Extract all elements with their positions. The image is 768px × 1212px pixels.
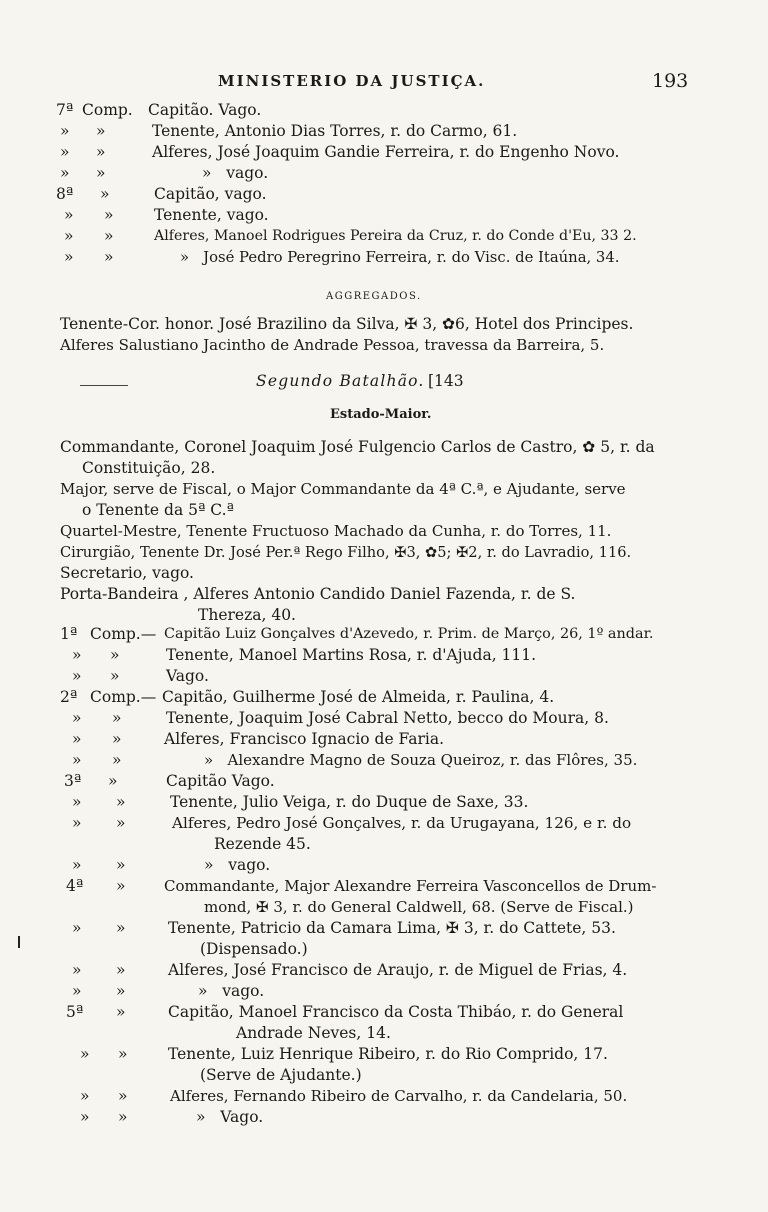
entry-text: Alferes, Pedro José Gonçalves, r. da Urugayana, 126, e r. do [172,814,632,832]
list-item [0,121,518,142]
ditto-mark: » [72,751,82,769]
list-item: Commandante, Coronel Joaquim José Fulgencio Carlos de Castro, ✿ 5, r. da [60,438,655,456]
list-item: Thereza, 40. [198,606,296,624]
ditto-mark: » [100,185,110,203]
list-item [0,205,269,226]
entry-text: (Dispensado.) [200,940,308,958]
list-item [0,624,654,645]
list-item: Tenente-Cor. honor. José Brazilino da Silva, ✠ 3, ✿6, Hotel dos Principes. [60,315,634,333]
ditto-mark: » [72,730,82,748]
entry-text: Capitão, Manoel Francisco da Costa Thibáo, r. do General [168,1003,624,1021]
ditto-mark: » [112,751,122,769]
list-item [0,687,555,708]
company-number: 5ª [66,1003,84,1021]
ditto-mark: » [110,667,120,685]
entry-text: Capitão. Vago. [148,101,262,119]
list-item [0,1086,628,1107]
ditto-mark: » [116,982,126,1000]
entry-text: » vago. [202,164,269,182]
list-item [0,142,620,163]
ditto-mark: » [116,961,126,979]
list-item [0,666,209,687]
ditto-mark: » [72,982,82,1000]
company-number: 4ª [66,877,84,895]
list-item: Constituição, 28. [82,459,216,477]
company-label: Comp.— [90,625,157,643]
ditto-mark: » [116,877,126,895]
entry-text: Tenente, Antonio Dias Torres, r. do Carmo, 61. [152,122,518,140]
section-title: Segundo Batalhão. [256,372,425,390]
entry-text: Capitão, Guilherme José de Almeida, r. Paulina, 4. [162,688,555,706]
ditto-mark: » [60,143,70,161]
list-item: Alferes Salustiano Jacintho de Andrade Pessoa, travessa da Barreira, 5. [60,336,605,354]
ditto-mark: » [64,206,74,224]
ditto-mark: » [104,248,114,266]
entry-text: Commandante, Major Alexandre Ferreira Vasconcellos de Drum- [164,877,657,895]
entry-text: Tenente, Manoel Martins Rosa, r. d'Ajuda, 111. [166,646,537,664]
list-item [0,771,275,792]
ditto-mark: » [118,1087,128,1105]
list-item [0,981,265,1002]
company-number: 3ª [64,772,82,790]
list-item [0,226,637,247]
ditto-mark: » [72,667,82,685]
ditto-mark: » [80,1108,90,1126]
ditto-mark: » [96,122,106,140]
ditto-mark: » [116,793,126,811]
ditto-mark: » [60,122,70,140]
entry-text: Alferes, Manoel Rodrigues Pereira da Cruz, r. do Conde d'Eu, 33 2. [154,228,637,244]
list-item: Quartel-Mestre, Tenente Fructuoso Machado da Cunha, r. do Torres, 11. [60,522,612,540]
list-item [0,750,638,771]
entry-text: Tenente, vago. [154,206,269,224]
entry-text: Alferes, José Francisco de Araujo, r. de Miguel de Frias, 4. [168,961,628,979]
section-number: [143 [428,372,464,390]
list-item [0,100,262,121]
company-number: 1ª [60,625,78,643]
company-label: Comp. [82,101,133,119]
entry-text: Capitão Luiz Gonçalves d'Azevedo, r. Prim. de Março, 26, 1º andar. [164,626,654,642]
entry-text: Alferes, Fernando Ribeiro de Carvalho, r. da Candelaria, 50. [170,1087,628,1105]
list-item [0,1065,362,1086]
ditto-mark: » [112,709,122,727]
list-item [0,834,311,855]
entry-text: Tenente, Patricio da Camara Lima, ✠ 3, r. do Cattete, 53. [168,919,616,937]
section-title-row [256,371,464,392]
ditto-mark: » [80,1045,90,1063]
list-item [0,855,271,876]
ditto-mark: » [104,227,114,245]
ditto-mark: » [110,646,120,664]
ditto-mark: » [112,730,122,748]
ditto-mark: » [108,772,118,790]
ditto-mark: » [118,1108,128,1126]
ditto-mark: » [80,1087,90,1105]
list-item [0,184,267,205]
list-item: Major, serve de Fiscal, o Major Commandante da 4ª C.ª, e Ajudante, serve [60,480,626,498]
entry-text: Vago. [166,667,209,685]
entry-text: Tenente, Joaquim José Cabral Netto, becco do Moura, 8. [166,709,609,727]
list-item [0,247,620,268]
entry-text: » Alexandre Magno de Souza Queiroz, r. das Flôres, 35. [204,751,638,769]
list-item [0,1107,264,1128]
company-number: 7ª [56,101,74,119]
entry-text: Tenente, Luiz Henrique Ribeiro, r. do Rio Comprido, 17. [168,1045,608,1063]
page-header [0,66,768,94]
divider [80,385,128,386]
ditto-mark: » [116,1003,126,1021]
ditto-mark: » [64,227,74,245]
entry-text: Tenente, Julio Veiga, r. do Duque de Saxe, 33. [170,793,529,811]
list-item [0,163,269,184]
entry-text: Rezende 45. [214,835,311,853]
margin-mark [18,936,20,948]
ditto-mark: » [60,164,70,182]
ditto-mark: » [72,856,82,874]
entry-text: Capitão Vago. [166,772,275,790]
company-number: 8ª [56,185,74,203]
ditto-mark: » [118,1045,128,1063]
list-item [0,729,445,750]
ditto-mark: » [72,919,82,937]
entry-text: Alferes, Francisco Ignacio de Faria. [164,730,445,748]
list-item [0,960,628,981]
entry-text: Alferes, José Joaquim Gandie Ferreira, r. do Engenho Novo. [152,143,620,161]
list-item: Secretario, vago. [60,564,194,582]
ditto-mark: » [116,919,126,937]
ditto-mark: » [116,814,126,832]
entry-text: Capitão, vago. [154,185,267,203]
list-item: o Tenente da 5ª C.ª [82,501,234,519]
ditto-mark: » [116,856,126,874]
company-label: Comp.— [90,688,157,706]
list-item [0,708,609,729]
list-item [0,897,634,918]
list-item [0,1023,391,1044]
list-item [0,939,308,960]
entry-text: mond, ✠ 3, r. do General Caldwell, 68. (Serve de Fiscal.) [204,898,634,916]
list-item [0,792,529,813]
entry-text: » José Pedro Peregrino Ferreira, r. do Visc. de Itaúna, 34. [180,249,620,266]
ditto-mark: » [72,814,82,832]
entry-text: » vago. [198,982,265,1000]
list-item [0,876,657,897]
list-item [0,1044,608,1065]
list-item: Cirurgião, Tenente Dr. José Per.ª Rego Filho, ✠3, ✿5; ✠2, r. do Lavradio, 116. [60,544,632,561]
page-title: MINISTERIO DA JUSTIÇA. [218,72,486,90]
list-item [0,645,537,666]
ditto-mark: » [64,248,74,266]
entry-text: » vago. [204,856,271,874]
section-heading: AGGREGADOS. [326,291,422,302]
ditto-mark: » [72,793,82,811]
list-item [0,1002,624,1023]
company-number: 2ª [60,688,78,706]
ditto-mark: » [72,961,82,979]
ditto-mark: » [104,206,114,224]
list-item [0,918,616,939]
list-item: Porta-Bandeira , Alferes Antonio Candido Daniel Fazenda, r. de S. [60,585,576,603]
entry-text: » Vago. [196,1108,264,1126]
entry-text: (Serve de Ajudante.) [200,1066,362,1084]
ditto-mark: » [96,143,106,161]
page-number: 193 [652,70,689,92]
ditto-mark: » [96,164,106,182]
section-heading: Estado-Maior. [330,407,432,422]
entry-text: Andrade Neves, 14. [236,1024,391,1042]
list-item [0,813,632,834]
ditto-mark: » [72,709,82,727]
ditto-mark: » [72,646,82,664]
